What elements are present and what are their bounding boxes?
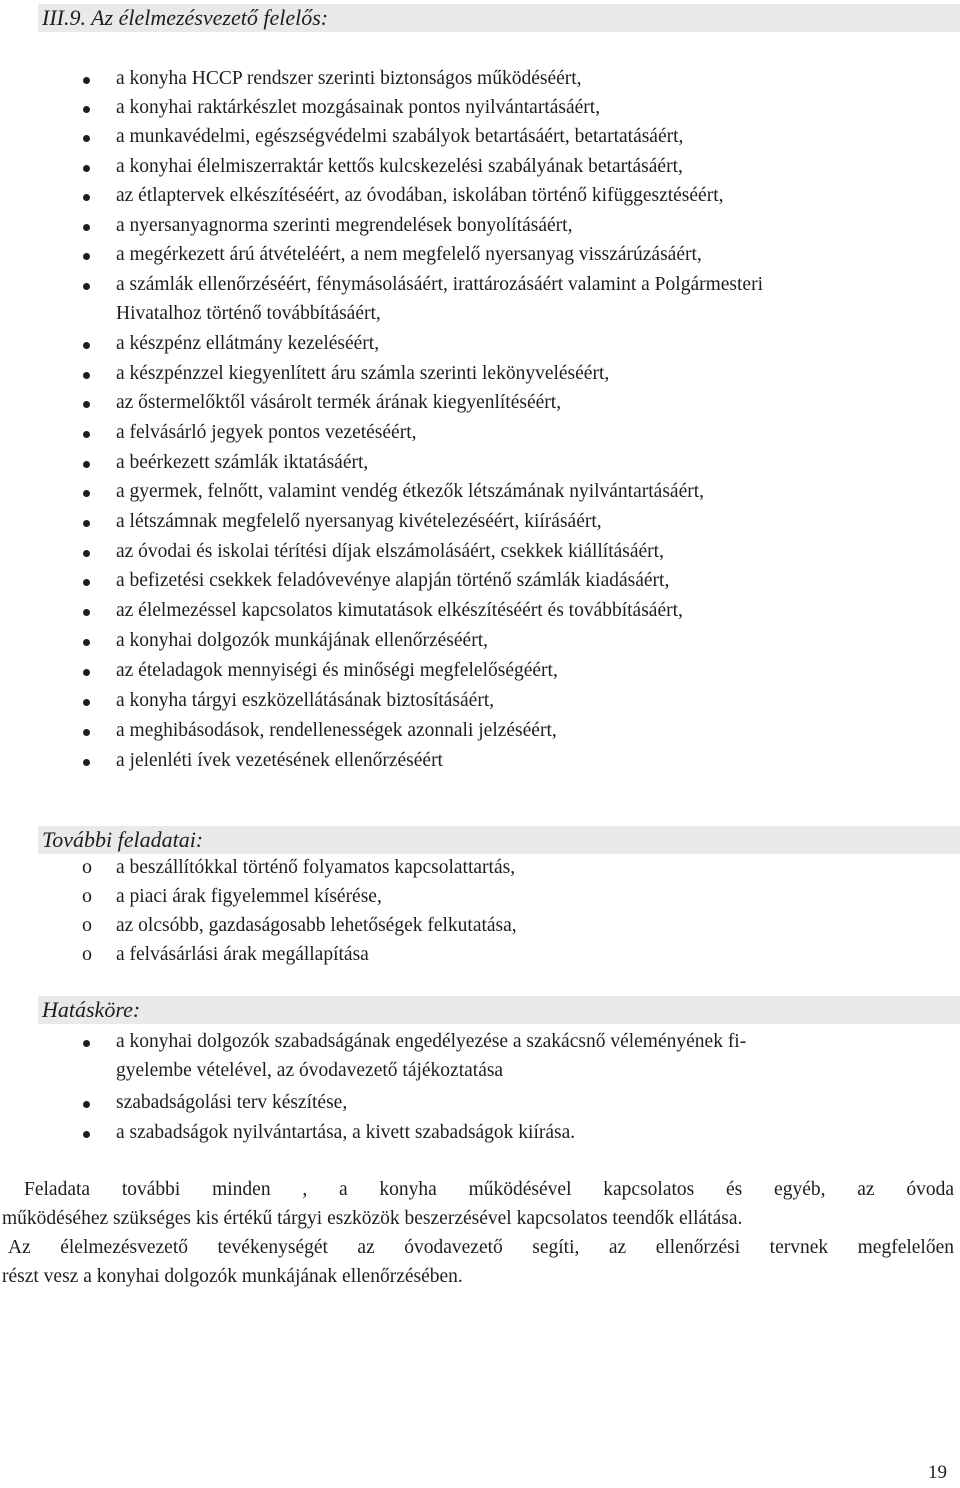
paragraph-line: Feladata további minden , a konyha működésével kapcsolatos és egyéb, az óvoda [24, 1179, 954, 1200]
page-number: 19 [928, 1462, 947, 1483]
section-heading-authority: Hatásköre: [38, 996, 960, 1024]
circle-marker-icon: o [82, 943, 92, 965]
circle-marker-icon: o [82, 914, 92, 936]
section-heading-responsibilities: III.9. Az élelmezésvezető felelős: [38, 4, 960, 32]
document-page: III.9. Az élelmezésvezető felelős: a konyha HCCP rendszer szerinti biztonságos működéséért, a konyhai raktárkészlet mozgásainak pontos nyilvántartásáért, a munkavédelmi, egészségvédelmi szabályok betartásáért, betartatásáért, a konyhai élelmiszerraktár kettős kulcskezelési szabályának betartásáért, az étlaptervek elkészítéséért, az óvodában, iskolában történő kifüggesztéséért, a nyersanyagnorma szerinti megrendelések bonyolításáért, a megérkezett árú átvételéért, a nem megfelelő nyersanyag visszárúzásáért, a számlák ellenőrzéséért, fénymásolásáért, irattározásáért valamint a Polgármesteri Hivatalhoz történő továbbításáért, a készpénz ellátmány kezeléséért, a készpénzzel kiegyenlített áru számla szerinti lekönyveléséért, az őstermelőktől vásárolt termék árának kiegyenlítéséért, a felvásárló jegyek pontos vezetéséért, a beérkezett számlák iktatásáért, a gyermek, felnőtt, valamint vendég étkezők létszámának nyilvántartásáért, a létszámnak megfelelő nyersanyag kivételezéséért, kiírásáért, az óvodai és iskolai térítési díjak elszámolásáért, csekkek kiállításáért, a befizetési csekkek feladóvevénye alapján történő számlák kiadásáért, az élelmezéssel kapcsolatos kimutatások elkészítéséért és továbbításáért, a konyhai dolgozók munkájának ellenőrzéséért, az ételadagok mennyiségi és minőségi megfelelőségéért, a konyha tárgyi eszközellátásának biztosításáért, a meghibásodások, rendellenességek azonnali jelzéséért, a jelenléti ívek vezetésének ellenőrzéséért További feladatai: o a beszállítókkal történő folyamatos kapcsolattartás, o a piaci árak figyelemmel kísérése, o az olcsóbb, gazdaságosabb lehetőségek felkutatása, o a felvásárlási árak megállapítása Hatásköre: a konyhai dolgozók szabadságának engedélyezése a szakácsnő véleményének fi- gyelembe vételével, az óvodavezető tájékoztatása szabadságolási terv készítése, a szabadságok nyilvántartása, a kivett szabadságok kiírása. Feladata további minden , a konyha működésével kapcsolatos és egyéb, az óvoda működéséhez szükséges kis értékű tárgyi eszközök beszerzésével kapcsolatos teendők ellátása. Az élelmezésvezető tevékenységét az óvodavezető segíti, az ellenőrzési tervnek megfelelően részt vesz a konyhai dolgozók munkájának ellenőrzésében. 19 [0, 0, 960, 1488]
circle-marker-icon: o [82, 885, 92, 907]
paragraph-line: működéséhez szükséges kis értékű tárgyi eszközök beszerzésével kapcsolatos teendők ellátása. [2, 1208, 743, 1229]
paragraph-line: részt vesz a konyhai dolgozók munkájának ellenőrzésében. [2, 1266, 463, 1287]
section-heading-additional-tasks: További feladatai: [38, 826, 960, 854]
circle-marker-icon: o [82, 856, 92, 878]
paragraph-line: Az élelmezésvezető tevékenységét az óvodavezető segíti, az ellenőrzési tervnek megfelelően [8, 1237, 954, 1258]
